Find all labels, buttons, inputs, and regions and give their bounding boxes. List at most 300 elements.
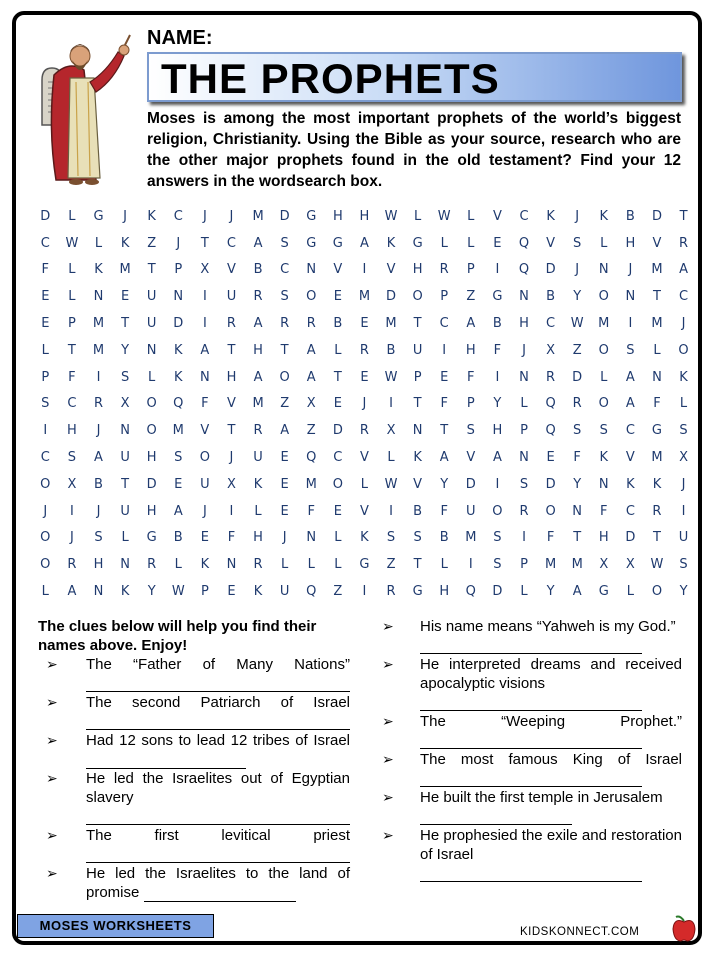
grid-letter[interactable]: X xyxy=(227,476,236,492)
grid-letter[interactable]: A xyxy=(280,423,290,439)
grid-letter[interactable]: L xyxy=(41,584,49,600)
grid-letter[interactable]: Q xyxy=(545,423,556,439)
grid-letter[interactable]: Q xyxy=(518,235,530,251)
grid-letter[interactable]: G xyxy=(306,208,317,224)
grid-letter[interactable]: J xyxy=(176,235,181,251)
grid-letter[interactable]: L xyxy=(520,396,528,412)
grid-letter[interactable]: S xyxy=(573,235,582,251)
grid-letter[interactable]: X xyxy=(120,396,130,412)
grid-letter[interactable]: Z xyxy=(147,235,157,251)
grid-letter[interactable]: L xyxy=(440,235,448,251)
grid-letter[interactable]: P xyxy=(41,369,50,385)
grid-letter[interactable]: X xyxy=(599,557,609,573)
grid-letter[interactable]: L xyxy=(148,369,156,385)
grid-letter[interactable]: M xyxy=(465,530,477,546)
grid-letter[interactable]: R xyxy=(572,396,582,412)
grid-letter[interactable]: C xyxy=(333,450,343,466)
grid-letter[interactable]: I xyxy=(96,369,101,385)
grid-letter[interactable]: Z xyxy=(572,342,582,358)
grid-letter[interactable]: N xyxy=(306,262,317,278)
grid-letter[interactable]: E xyxy=(546,450,555,466)
grid-letter[interactable]: F xyxy=(653,396,661,412)
grid-letter[interactable]: R xyxy=(652,503,662,519)
grid-letter[interactable]: K xyxy=(599,208,609,224)
grid-letter[interactable]: V xyxy=(200,423,210,439)
grid-letter[interactable]: S xyxy=(386,530,396,546)
grid-letter[interactable]: J xyxy=(628,262,633,278)
grid-letter[interactable]: H xyxy=(359,208,370,224)
grid-letter[interactable]: J xyxy=(123,208,127,224)
grid-letter[interactable]: C xyxy=(625,423,635,439)
answer-blank[interactable] xyxy=(420,807,572,825)
grid-letter[interactable]: B xyxy=(94,476,103,492)
grid-letter[interactable]: D xyxy=(386,289,397,305)
grid-letter[interactable]: N xyxy=(519,369,529,385)
grid-letter[interactable]: D xyxy=(332,423,343,439)
grid-letter[interactable]: U xyxy=(120,503,130,519)
grid-letter[interactable]: D xyxy=(173,316,184,332)
grid-letter[interactable]: N xyxy=(120,557,130,573)
grid-letter[interactable]: V xyxy=(625,450,635,466)
grid-letter[interactable]: L xyxy=(94,235,103,251)
grid-letter[interactable]: M xyxy=(119,262,131,278)
grid-letter[interactable]: C xyxy=(226,235,236,251)
grid-letter[interactable]: O xyxy=(598,342,609,358)
grid-letter[interactable]: A xyxy=(625,396,635,412)
grid-letter[interactable]: P xyxy=(466,262,475,278)
grid-letter[interactable]: V xyxy=(492,208,502,224)
grid-letter[interactable]: T xyxy=(121,316,130,332)
grid-letter[interactable]: A xyxy=(253,235,263,251)
grid-letter[interactable]: K xyxy=(599,450,609,466)
grid-letter[interactable]: B xyxy=(625,208,635,224)
grid-letter[interactable]: I xyxy=(495,476,500,492)
grid-letter[interactable]: N xyxy=(199,369,210,385)
grid-letter[interactable]: R xyxy=(386,584,396,600)
grid-letter[interactable]: J xyxy=(69,530,74,546)
grid-letter[interactable]: L xyxy=(467,208,475,224)
grid-letter[interactable]: E xyxy=(333,396,342,412)
grid-letter[interactable]: O xyxy=(412,289,423,305)
grid-letter[interactable]: N xyxy=(306,530,317,546)
grid-letter[interactable]: J xyxy=(282,530,287,546)
grid-letter[interactable]: E xyxy=(440,369,449,385)
grid-letter[interactable]: O xyxy=(40,476,51,492)
grid-letter[interactable]: J xyxy=(202,503,207,519)
grid-letter[interactable]: Z xyxy=(306,423,316,439)
grid-letter[interactable]: X xyxy=(679,450,688,466)
grid-letter[interactable]: J xyxy=(575,208,580,224)
grid-letter[interactable]: J xyxy=(229,208,234,224)
grid-letter[interactable]: U xyxy=(226,289,237,305)
grid-letter[interactable]: B xyxy=(333,316,343,332)
answer-blank[interactable] xyxy=(86,674,350,692)
grid-letter[interactable]: E xyxy=(227,584,236,600)
grid-letter[interactable]: G xyxy=(332,235,343,251)
grid-letter[interactable]: I xyxy=(628,316,633,332)
grid-letter[interactable]: G xyxy=(359,557,370,573)
grid-letter[interactable]: X xyxy=(386,423,396,439)
grid-letter[interactable]: K xyxy=(253,476,263,492)
grid-letter[interactable]: I xyxy=(69,503,74,519)
grid-letter[interactable]: Y xyxy=(679,584,688,600)
grid-letter[interactable]: Y xyxy=(573,476,582,492)
grid-letter[interactable]: V xyxy=(227,262,236,278)
grid-letter[interactable]: H xyxy=(332,208,343,224)
grid-letter[interactable]: V xyxy=(466,450,476,466)
grid-letter[interactable]: L xyxy=(121,530,129,546)
grid-letter[interactable]: P xyxy=(466,396,475,412)
grid-letter[interactable]: M xyxy=(252,208,264,224)
grid-letter[interactable]: L xyxy=(413,208,422,224)
grid-letter[interactable]: H xyxy=(253,342,263,358)
grid-letter[interactable]: A xyxy=(572,584,582,600)
grid-letter[interactable]: E xyxy=(41,289,50,305)
grid-letter[interactable]: F xyxy=(467,369,475,385)
grid-letter[interactable]: O xyxy=(332,476,343,492)
grid-letter[interactable]: P xyxy=(440,289,449,305)
grid-letter[interactable]: R xyxy=(253,289,263,305)
grid-letter[interactable]: L xyxy=(174,557,182,573)
grid-letter[interactable]: E xyxy=(493,235,502,251)
grid-letter[interactable]: K xyxy=(679,369,688,385)
grid-letter[interactable]: H xyxy=(146,450,157,466)
grid-letter[interactable]: V xyxy=(359,503,369,519)
grid-letter[interactable]: J xyxy=(202,208,207,224)
grid-letter[interactable]: S xyxy=(280,289,289,305)
grid-letter[interactable]: I xyxy=(389,396,393,412)
grid-letter[interactable]: O xyxy=(651,584,663,600)
grid-letter[interactable]: F xyxy=(227,530,236,546)
answer-blank[interactable] xyxy=(86,712,350,730)
grid-letter[interactable]: L xyxy=(334,342,342,358)
grid-letter[interactable]: T xyxy=(413,557,422,573)
grid-letter[interactable]: F xyxy=(307,503,315,519)
grid-letter[interactable]: W xyxy=(570,316,584,332)
grid-letter[interactable]: A xyxy=(466,316,476,332)
grid-letter[interactable]: V xyxy=(546,235,556,251)
grid-letter[interactable]: M xyxy=(651,262,663,278)
grid-letter[interactable]: V xyxy=(652,235,662,251)
grid-letter[interactable]: Q xyxy=(173,396,184,412)
grid-letter[interactable]: C xyxy=(67,396,77,412)
grid-letter[interactable]: L xyxy=(360,476,369,492)
grid-letter[interactable]: O xyxy=(146,396,157,412)
grid-letter[interactable]: G xyxy=(412,235,423,251)
grid-letter[interactable]: D xyxy=(40,208,51,224)
grid-letter[interactable]: A xyxy=(253,316,263,332)
grid-letter[interactable]: D xyxy=(465,476,476,492)
grid-letter[interactable]: Z xyxy=(466,289,476,305)
grid-letter[interactable]: R xyxy=(546,369,556,385)
grid-letter[interactable]: N xyxy=(173,289,184,305)
grid-letter[interactable]: T xyxy=(227,423,236,439)
grid-letter[interactable]: S xyxy=(519,476,529,492)
grid-letter[interactable]: B xyxy=(439,530,449,546)
grid-letter[interactable]: B xyxy=(492,316,502,332)
grid-letter[interactable]: J xyxy=(43,503,48,519)
grid-letter[interactable]: N xyxy=(572,503,583,519)
grid-letter[interactable]: S xyxy=(493,530,502,546)
grid-letter[interactable]: B xyxy=(546,289,556,305)
grid-letter[interactable]: F xyxy=(440,503,448,519)
grid-letter[interactable]: G xyxy=(146,530,157,546)
grid-letter[interactable]: M xyxy=(385,316,397,332)
grid-letter[interactable]: T xyxy=(652,530,661,546)
grid-letter[interactable]: V xyxy=(413,476,423,492)
grid-letter[interactable]: U xyxy=(678,530,689,546)
grid-letter[interactable]: U xyxy=(200,476,210,492)
grid-letter[interactable]: K xyxy=(174,369,183,385)
grid-letter[interactable]: S xyxy=(679,557,688,573)
grid-letter[interactable]: U xyxy=(146,316,157,332)
grid-letter[interactable]: T xyxy=(147,262,156,278)
grid-letter[interactable]: T xyxy=(227,342,236,358)
grid-letter[interactable]: L xyxy=(334,530,342,546)
grid-letter[interactable]: D xyxy=(279,208,290,224)
grid-letter[interactable]: X xyxy=(200,262,210,278)
grid-letter[interactable]: I xyxy=(202,289,207,305)
grid-letter[interactable]: G xyxy=(492,289,503,305)
grid-letter[interactable]: P xyxy=(174,262,183,278)
grid-letter[interactable]: R xyxy=(359,423,369,439)
grid-letter[interactable]: T xyxy=(200,235,209,251)
grid-letter[interactable]: S xyxy=(466,423,475,439)
grid-letter[interactable]: L xyxy=(41,342,49,358)
grid-letter[interactable]: Q xyxy=(465,584,476,600)
grid-letter[interactable]: H xyxy=(146,503,157,519)
grid-letter[interactable]: C xyxy=(546,316,556,332)
grid-letter[interactable]: S xyxy=(41,396,50,412)
grid-letter[interactable]: I xyxy=(522,530,526,546)
grid-letter[interactable]: W xyxy=(384,476,398,492)
grid-letter[interactable]: G xyxy=(598,584,609,600)
grid-letter[interactable]: N xyxy=(93,289,104,305)
grid-letter[interactable]: L xyxy=(600,235,608,251)
grid-letter[interactable]: M xyxy=(305,476,317,492)
grid-letter[interactable]: A xyxy=(67,584,77,600)
grid-letter[interactable]: T xyxy=(67,342,76,358)
grid-letter[interactable]: L xyxy=(334,557,342,573)
grid-letter[interactable]: M xyxy=(92,342,105,358)
grid-letter[interactable]: H xyxy=(93,557,104,573)
grid-letter[interactable]: E xyxy=(280,503,289,519)
grid-letter[interactable]: C xyxy=(173,208,183,224)
grid-letter[interactable]: A xyxy=(173,503,183,519)
grid-letter[interactable]: E xyxy=(333,289,342,305)
grid-letter[interactable]: Q xyxy=(306,450,317,466)
grid-letter[interactable]: N xyxy=(226,557,237,573)
grid-letter[interactable]: F xyxy=(600,503,608,519)
grid-letter[interactable]: N xyxy=(120,423,130,439)
grid-letter[interactable]: K xyxy=(413,450,422,466)
grid-letter[interactable]: H xyxy=(519,316,529,332)
grid-letter[interactable]: W xyxy=(384,208,398,224)
grid-letter[interactable]: I xyxy=(442,342,447,358)
grid-letter[interactable]: F xyxy=(573,450,581,466)
grid-letter[interactable]: H xyxy=(253,530,263,546)
grid-letter[interactable]: K xyxy=(253,584,263,600)
grid-letter[interactable]: S xyxy=(67,450,77,466)
grid-letter[interactable]: K xyxy=(200,557,210,573)
grid-letter[interactable]: K xyxy=(174,342,183,358)
grid-letter[interactable]: V xyxy=(359,450,369,466)
grid-letter[interactable]: R xyxy=(439,262,449,278)
grid-letter[interactable]: I xyxy=(202,316,207,332)
grid-letter[interactable]: O xyxy=(492,503,503,519)
grid-letter[interactable]: A xyxy=(306,342,316,358)
grid-letter[interactable]: A xyxy=(306,369,316,385)
grid-letter[interactable]: A xyxy=(492,450,502,466)
grid-letter[interactable]: P xyxy=(67,316,76,332)
grid-letter[interactable]: J xyxy=(681,316,686,332)
grid-letter[interactable]: P xyxy=(413,369,422,385)
grid-letter[interactable]: T xyxy=(652,289,661,305)
grid-letter[interactable]: F xyxy=(493,342,502,358)
grid-letter[interactable]: R xyxy=(679,235,689,251)
grid-letter[interactable]: K xyxy=(546,208,555,224)
grid-letter[interactable]: Y xyxy=(573,289,582,305)
grid-letter[interactable]: A xyxy=(439,450,449,466)
grid-letter[interactable]: V xyxy=(386,262,396,278)
grid-letter[interactable]: I xyxy=(362,262,367,278)
grid-letter[interactable]: Z xyxy=(333,584,343,600)
grid-letter[interactable]: O xyxy=(545,503,556,519)
grid-letter[interactable]: Q xyxy=(518,262,530,278)
grid-letter[interactable]: X xyxy=(306,396,316,412)
grid-letter[interactable]: J xyxy=(362,396,367,412)
grid-letter[interactable]: J xyxy=(96,503,101,519)
grid-letter[interactable]: L xyxy=(653,342,661,358)
grid-letter[interactable]: N xyxy=(93,584,104,600)
grid-letter[interactable]: E xyxy=(280,450,289,466)
grid-letter[interactable]: M xyxy=(651,450,663,466)
grid-letter[interactable]: N xyxy=(598,476,609,492)
grid-letter[interactable]: L xyxy=(68,289,76,305)
grid-letter[interactable]: X xyxy=(67,476,77,492)
grid-letter[interactable]: D xyxy=(625,530,636,546)
grid-letter[interactable]: F xyxy=(546,530,555,546)
grid-letter[interactable]: V xyxy=(333,262,343,278)
grid-letter[interactable]: H xyxy=(598,530,609,546)
grid-letter[interactable]: L xyxy=(68,262,76,278)
grid-letter[interactable]: L xyxy=(281,557,289,573)
grid-letter[interactable]: U xyxy=(146,289,157,305)
grid-letter[interactable]: K xyxy=(147,208,156,224)
grid-letter[interactable]: C xyxy=(40,450,50,466)
grid-letter[interactable]: E xyxy=(333,503,342,519)
grid-letter[interactable]: I xyxy=(495,369,500,385)
grid-letter[interactable]: R xyxy=(147,557,157,573)
grid-letter[interactable]: U xyxy=(253,450,263,466)
grid-letter[interactable]: C xyxy=(519,208,529,224)
grid-letter[interactable]: D xyxy=(651,208,662,224)
grid-letter[interactable]: J xyxy=(96,423,101,439)
grid-letter[interactable]: L xyxy=(626,584,634,600)
grid-letter[interactable]: I xyxy=(43,423,48,439)
grid-letter[interactable]: S xyxy=(679,423,688,439)
grid-letter[interactable]: Y xyxy=(546,584,555,600)
grid-letter[interactable]: Z xyxy=(386,557,396,573)
grid-letter[interactable]: U xyxy=(120,450,130,466)
grid-letter[interactable]: E xyxy=(200,530,209,546)
grid-letter[interactable]: S xyxy=(280,235,289,251)
grid-letter[interactable]: B xyxy=(173,530,183,546)
grid-letter[interactable]: W xyxy=(171,584,185,600)
grid-letter[interactable]: O xyxy=(279,369,290,385)
grid-letter[interactable]: M xyxy=(544,557,557,573)
grid-letter[interactable]: E xyxy=(41,316,50,332)
grid-letter[interactable]: L xyxy=(679,396,688,412)
grid-letter[interactable]: R xyxy=(280,316,290,332)
grid-letter[interactable]: L xyxy=(467,235,475,251)
grid-letter[interactable]: O xyxy=(40,530,51,546)
grid-letter[interactable]: T xyxy=(679,208,688,224)
grid-letter[interactable]: Q xyxy=(306,584,317,600)
grid-letter[interactable]: H xyxy=(465,342,476,358)
grid-letter[interactable]: S xyxy=(120,369,130,385)
grid-letter[interactable]: Y xyxy=(147,584,156,600)
answer-blank[interactable] xyxy=(86,845,350,863)
grid-letter[interactable]: N xyxy=(519,450,529,466)
grid-letter[interactable]: J xyxy=(522,342,526,358)
grid-letter[interactable]: J xyxy=(575,262,580,278)
grid-letter[interactable]: P xyxy=(520,557,528,573)
grid-letter[interactable]: B xyxy=(386,342,396,358)
grid-letter[interactable]: G xyxy=(93,208,104,224)
grid-letter[interactable]: Z xyxy=(280,396,290,412)
grid-letter[interactable]: H xyxy=(625,235,636,251)
grid-letter[interactable]: A xyxy=(200,342,210,358)
grid-letter[interactable]: J xyxy=(229,450,234,466)
grid-letter[interactable]: R xyxy=(253,557,263,573)
grid-letter[interactable]: Y xyxy=(121,342,130,358)
grid-letter[interactable]: W xyxy=(650,557,664,573)
grid-letter[interactable]: A xyxy=(625,369,635,385)
grid-letter[interactable]: E xyxy=(360,316,369,332)
grid-letter[interactable]: B xyxy=(253,262,263,278)
grid-letter[interactable]: M xyxy=(92,316,105,332)
grid-letter[interactable]: D xyxy=(545,262,556,278)
grid-letter[interactable]: T xyxy=(413,396,422,412)
grid-letter[interactable]: A xyxy=(253,369,263,385)
grid-letter[interactable]: Y xyxy=(493,396,502,412)
answer-blank[interactable] xyxy=(144,887,296,902)
grid-letter[interactable]: A xyxy=(359,235,369,251)
grid-letter[interactable]: O xyxy=(40,557,51,573)
grid-letter[interactable]: C xyxy=(40,235,50,251)
grid-letter[interactable]: F xyxy=(201,396,209,412)
grid-letter[interactable]: L xyxy=(387,450,395,466)
grid-letter[interactable]: K xyxy=(652,476,662,492)
grid-letter[interactable]: G xyxy=(651,423,662,439)
grid-letter[interactable]: Q xyxy=(545,396,556,412)
grid-letter[interactable]: O xyxy=(598,289,609,305)
grid-letter[interactable]: L xyxy=(254,503,262,519)
grid-letter[interactable]: A xyxy=(679,262,688,278)
grid-letter[interactable]: F xyxy=(68,369,76,385)
grid-letter[interactable]: H xyxy=(412,262,423,278)
grid-letter[interactable]: H xyxy=(439,584,450,600)
grid-letter[interactable]: R xyxy=(67,557,77,573)
grid-letter[interactable]: R xyxy=(226,316,236,332)
grid-letter[interactable]: K xyxy=(626,476,635,492)
grid-letter[interactable]: I xyxy=(362,584,367,600)
grid-letter[interactable]: N xyxy=(625,289,636,305)
grid-letter[interactable]: D xyxy=(572,369,583,385)
grid-letter[interactable]: M xyxy=(598,316,610,332)
grid-letter[interactable]: C xyxy=(280,262,290,278)
